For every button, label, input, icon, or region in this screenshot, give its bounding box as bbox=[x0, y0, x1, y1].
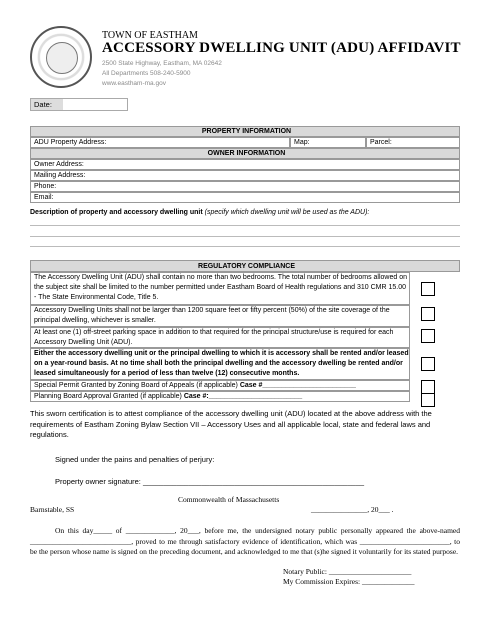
owner-address-field[interactable]: Owner Address: bbox=[30, 159, 460, 170]
special-permit-checkbox[interactable] bbox=[421, 380, 435, 394]
adu-address-field[interactable]: ADU Property Address: bbox=[30, 137, 290, 148]
commission-expires-line[interactable]: My Commission Expires: ______________ bbox=[283, 577, 415, 586]
town-website: www.eastham-ma.gov bbox=[102, 80, 166, 87]
requirement-size: Accessory Dwelling Units shall not be larger than 1200 square feet or fifty percent (50%) of the site coverage of the principal dwelling, whichever is smaller. bbox=[30, 305, 410, 327]
date-label: Date: bbox=[31, 99, 63, 110]
commonwealth-heading: Commonwealth of Massachusetts bbox=[178, 495, 280, 504]
planning-board-row: Planning Board Approval Granted (if applicable) Case #:________________________ bbox=[30, 391, 410, 402]
requirement-rental: Either the accessory dwelling unit or the principal dwelling to which it is accessory shall be rented and/or leased on a year-round basis. At no time shall both the principal dwelling and the accessory dwelling be rented and/or leased simultaneously for a period of less than twelve (12) consecutive months. bbox=[30, 348, 410, 380]
phone-field[interactable]: Phone: bbox=[30, 181, 460, 192]
owner-signature-line[interactable]: Property owner signature: _____________________________________________________ bbox=[55, 477, 365, 486]
town-name: TOWN OF EASTHAM bbox=[102, 30, 198, 41]
town-phone: All Departments 508-240-5900 bbox=[102, 70, 191, 77]
document-title: ACCESSORY DWELLING UNIT (ADU) AFFIDAVIT bbox=[102, 40, 461, 56]
map-field[interactable]: Map: bbox=[290, 137, 366, 148]
special-permit-row: Special Permit Granted by Zoning Board of Appeals (if applicable) Case #________________________ bbox=[30, 380, 410, 391]
requirement-parking: At least one (1) off-street parking space in addition to that required for the principal structure/use is required for each Accessory Dwelling Unit (ADU). bbox=[30, 327, 410, 348]
notary-paragraph: On this day_____ of _____________, 20___, before me, the undersigned notary public personally appeared the above-named ___________________________, proved to me through satisfactory evidence of identification, which was ________________________, to be the person whose name is signed on the preceding document, and acknowledged to me that (s)he signed it voluntarily for its stated purpose. bbox=[30, 526, 460, 556]
county-label: Barnstable, SS bbox=[30, 505, 75, 514]
town-address: 2500 State Highway, Eastham, MA 02642 bbox=[102, 60, 222, 67]
rental-checkbox[interactable] bbox=[421, 357, 435, 371]
description-line[interactable] bbox=[30, 225, 460, 226]
size-checkbox[interactable] bbox=[421, 307, 435, 321]
description-line[interactable] bbox=[30, 246, 460, 247]
parking-checkbox[interactable] bbox=[421, 329, 435, 343]
mailing-address-field[interactable]: Mailing Address: bbox=[30, 170, 460, 181]
email-field[interactable]: Email: bbox=[30, 192, 460, 203]
parcel-field[interactable]: Parcel: bbox=[366, 137, 460, 148]
perjury-statement: Signed under the pains and penalties of perjury: bbox=[55, 455, 215, 464]
planning-board-checkbox[interactable] bbox=[421, 393, 435, 407]
date-field[interactable] bbox=[30, 98, 128, 111]
bedrooms-checkbox[interactable] bbox=[421, 282, 435, 296]
notary-date-line[interactable]: _______________, 20___ . bbox=[311, 505, 394, 514]
certification-text: This sworn certification is to attest compliance of the accessory dwelling unit (ADU) located at the above address with the requirements of Eastham Zoning Bylaw Section VII – Accessory Uses and all applicable local, state and federal laws and regulations. bbox=[30, 409, 432, 439]
description-label: Description of property and accessory dwelling unit (specify which dwelling unit will be used as the ADU): bbox=[30, 209, 370, 216]
notary-public-line[interactable]: Notary Public: ______________________ bbox=[283, 567, 412, 576]
town-seal-logo bbox=[30, 26, 92, 88]
property-info-header: PROPERTY INFORMATION bbox=[30, 126, 460, 137]
description-line[interactable] bbox=[30, 236, 460, 237]
requirement-bedrooms: The Accessory Dwelling Unit (ADU) shall contain no more than two bedrooms. The total number of bedrooms allowed on the subject site shall be limited to the number permitted under Eastham Board of Health regulations and 310 CMR 15.00 - The State Environmental Code, Title 5. bbox=[30, 272, 410, 305]
regulatory-header: REGULATORY COMPLIANCE bbox=[30, 260, 460, 272]
owner-info-header: OWNER INFORMATION bbox=[30, 148, 460, 159]
